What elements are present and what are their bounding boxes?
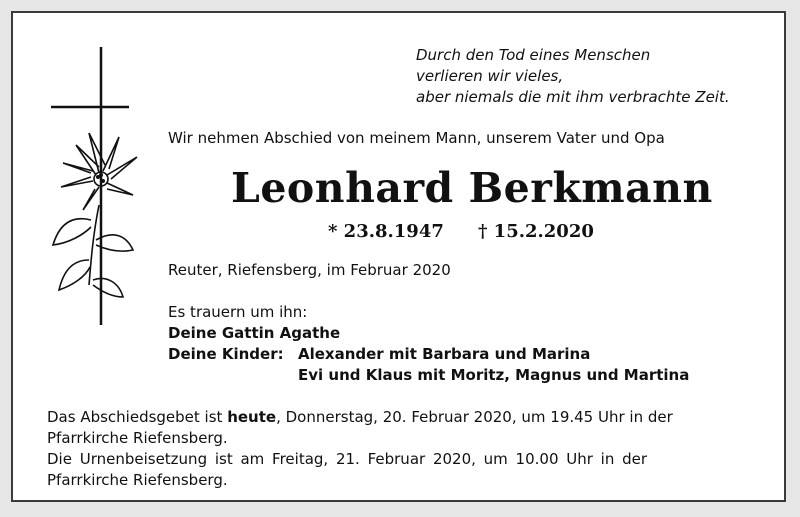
cross-edelweiss-icon xyxy=(41,45,141,335)
quote-line-2: verlieren wir vieles, xyxy=(416,67,564,85)
children-label: Deine Kinder: xyxy=(168,345,284,363)
obituary-card xyxy=(11,11,786,502)
quote-line-3: aber niemals die mit ihm verbrachte Zeit. xyxy=(416,88,730,106)
quote-line-1: Durch den Tod eines Menschen xyxy=(416,46,651,64)
deceased-name: Leonhard Berkmann xyxy=(231,164,713,212)
mourners-heading: Es trauern um ihn: xyxy=(168,303,308,321)
prayer-pre: Das Abschiedsgebet ist xyxy=(47,408,228,426)
prayer-post: , Donnerstag, 20. Februar 2020, um 19.45 Uhr in der xyxy=(276,408,673,426)
intro-text: Wir nehmen Abschied von meinem Mann, unserem Vater und Opa xyxy=(168,129,665,147)
burial-notice-line-2: Pfarrkirche Riefensberg. xyxy=(47,471,228,489)
death-date: † 15.2.2020 xyxy=(478,221,594,242)
prayer-notice-line-1 xyxy=(47,407,755,428)
children-line-2: Evi und Klaus mit Moritz, Magnus und Martina xyxy=(298,366,690,384)
burial-notice-line-1: Die Urnenbeisetzung ist am Freitag, 21. Februar 2020, um 10.00 Uhr in der xyxy=(47,450,648,468)
prayer-today: heute xyxy=(227,408,277,426)
children-line-1: Alexander mit Barbara und Marina xyxy=(298,345,591,363)
prayer-notice-line-2: Pfarrkirche Riefensberg. xyxy=(47,429,228,447)
place-date: Reuter, Riefensberg, im Februar 2020 xyxy=(168,261,451,279)
birth-date: * 23.8.1947 xyxy=(328,221,444,242)
spouse-line: Deine Gattin Agathe xyxy=(168,324,341,342)
